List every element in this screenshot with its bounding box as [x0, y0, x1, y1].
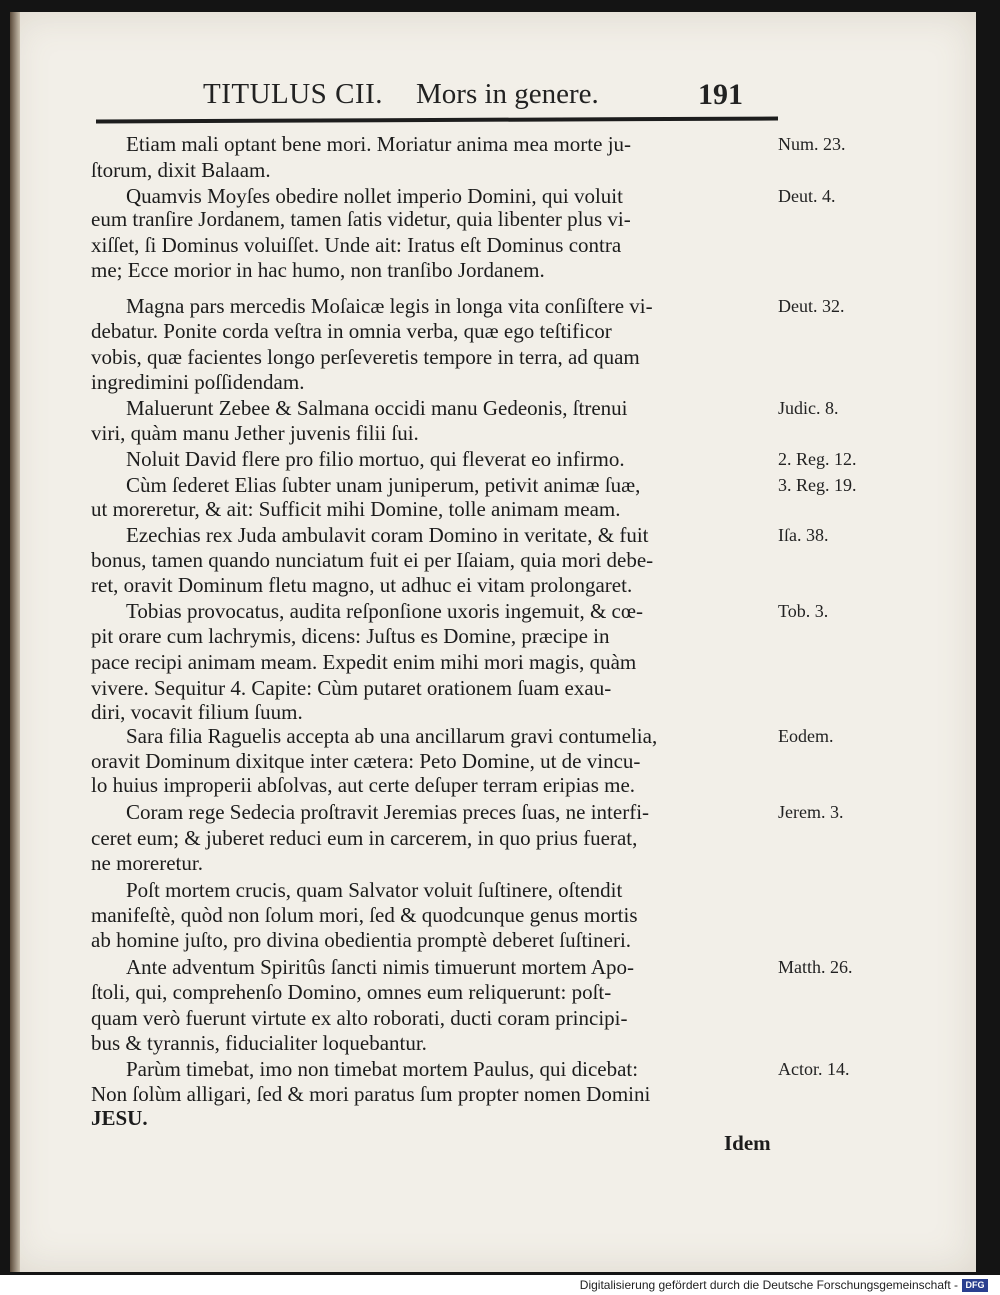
text-line	[10, 473, 976, 498]
text-line	[10, 1006, 976, 1031]
text-line	[10, 1057, 976, 1082]
text-line-content: Cùm ſederet Elias ſubter unam juniperum, petivit animæ ſuæ,	[126, 473, 641, 497]
text-line	[10, 319, 976, 344]
text-line-content: pit orare cum lachrymis, dicens: Juſtus es Domine, præcipe in	[91, 624, 610, 648]
text-line	[10, 878, 976, 903]
text-line-content: lo huius improperii abſolvas, aut certe deſuper terram eripias me.	[91, 773, 636, 797]
text-line	[10, 1082, 976, 1107]
text-line	[10, 548, 976, 573]
text-line	[10, 928, 976, 953]
text-line	[10, 132, 976, 157]
text-line-content: Magna pars mercedis Moſaicæ legis in longa vita conſiſtere vi-	[126, 294, 653, 318]
text-line-content: Non ſolùm alligari, ſed & mori paratus ſum propter nomen Domini	[91, 1082, 651, 1106]
text-line-content: ret, oravit Dominum fletu magno, ut adhuc ei vitam prolongaret.	[91, 573, 633, 597]
text-line	[10, 294, 976, 319]
text-line-content: pace recipi animam meam. Expedit enim mihi mori magis, quàm	[91, 650, 637, 674]
marginal-reference: 3. Reg. 19.	[778, 475, 857, 495]
marginal-reference: Eodem.	[778, 726, 834, 746]
text-line	[10, 650, 976, 675]
text-line-content: Maluerunt Zebee & Salmana occidi manu Gedeonis, ſtrenui	[126, 396, 628, 420]
book-page	[10, 12, 976, 1272]
text-line	[10, 421, 976, 446]
text-line-content: Ante adventum Spiritûs ſancti nimis timuerunt mortem Apo-	[126, 955, 635, 979]
text-line-content: viri, quàm manu Jether juvenis filii ſui.	[91, 421, 419, 445]
text-line-content: debatur. Ponite corda veſtra in omnia verba, quæ ego teſtificor	[91, 319, 612, 343]
text-line-content: ab homine juſto, pro divina obedientia promptè deberet ſuſtineri.	[91, 928, 632, 952]
text-line-content: Parùm timebat, imo non timebat mortem Paulus, qui dicebat:	[126, 1057, 639, 1081]
text-line-content: ut moreretur, & ait: Sufficit mihi Domine, tolle animam meam.	[91, 497, 621, 521]
marginal-reference: Tob. 3.	[778, 601, 829, 621]
dfg-logo: DFG	[962, 1279, 988, 1292]
marginal-reference: Judic. 8.	[778, 398, 839, 418]
header-subtitle: Mors in genere.	[416, 78, 599, 110]
footer-credit-text: Digitalisierung gefördert durch die Deutsche Forschungsgemeinschaft -	[579, 1278, 958, 1292]
text-line	[10, 773, 976, 798]
text-line	[10, 158, 976, 183]
digitization-footer	[0, 1276, 1000, 1295]
marginal-reference: Deut. 32.	[778, 296, 845, 316]
text-line	[10, 233, 976, 258]
text-line-content: vobis, quæ facientes longo perſeveretis tempore in terra, ad quam	[91, 345, 640, 369]
text-line	[10, 207, 976, 232]
text-line-content: bus & tyrannis, fiducialiter loquebantur.	[91, 1031, 427, 1055]
text-line	[10, 903, 976, 928]
marginal-reference: Matth. 26.	[778, 957, 853, 977]
header-title: TITULUS CII.	[203, 78, 383, 110]
text-line	[10, 624, 976, 649]
text-line-content: Noluit David flere pro filio mortuo, qui fleverat eo infirmo.	[126, 447, 625, 471]
text-line-content: Poſt mortem crucis, quam Salvator voluit ſuſtinere, oſtendit	[126, 878, 623, 902]
text-line-content: manifeſtè, quòd non ſolum mori, ſed & quodcunque genus mortis	[91, 903, 638, 927]
text-line	[10, 980, 976, 1005]
text-line-content: diri, vocavit filium ſuum.	[91, 700, 303, 724]
text-line-content: Ezechias rex Juda ambulavit coram Domino in veritate, & fuit	[126, 523, 649, 547]
text-line-content: Etiam mali optant bene mori. Moriatur anima mea morte ju-	[126, 132, 632, 156]
text-line-content: Quamvis Moyſes obedire nollet imperio Domini, qui voluit	[126, 184, 623, 208]
text-line-content: vivere. Sequitur 4. Capite: Cùm putaret orationem ſuam exau-	[91, 676, 612, 700]
text-line	[10, 1106, 976, 1131]
text-line	[10, 447, 976, 472]
marginal-reference: Jerem. 3.	[778, 802, 844, 822]
text-line	[10, 749, 976, 774]
text-line	[10, 396, 976, 421]
text-line	[10, 258, 976, 283]
text-line	[10, 800, 976, 825]
text-line-content: Tobias provocatus, audita reſponſione uxoris ingemuit, & cœ-	[126, 599, 644, 623]
running-header	[10, 78, 976, 118]
marginal-reference: 2. Reg. 12.	[778, 449, 857, 469]
marginal-reference: Num. 23.	[778, 134, 846, 154]
text-line-content: ceret eum; & juberet reduci eum in carcerem, in quo prius fuerat,	[91, 826, 638, 850]
text-line-content: bonus, tamen quando nunciatum fuit ei per Iſaiam, quia mori debe-	[91, 548, 654, 572]
text-line	[10, 573, 976, 598]
text-line-content: ingredimini poſſidendam.	[91, 370, 305, 394]
text-line	[10, 370, 976, 395]
catchword: Idem	[724, 1131, 771, 1155]
text-line-content: eum tranſire Jordanem, tamen ſatis videtur, quia libenter plus vi-	[91, 207, 631, 231]
text-line-content: oravit Dominum dixitque inter cætera: Peto Domine, ut de vincu-	[91, 749, 641, 773]
text-line	[10, 851, 976, 876]
text-line-content: ne moreretur.	[91, 851, 203, 875]
text-line	[10, 955, 976, 980]
text-line	[10, 184, 976, 209]
text-line	[10, 599, 976, 624]
text-line	[10, 345, 976, 370]
text-line	[10, 523, 976, 548]
page-number: 191	[698, 78, 743, 111]
text-line	[10, 1031, 976, 1056]
marginal-reference: Actor. 14.	[778, 1059, 850, 1079]
marginal-reference: Iſa. 38.	[778, 525, 829, 545]
text-line-content: ſtoli, qui, comprehenſo Domino, omnes eum reliquerunt: poſt-	[91, 980, 612, 1004]
marginal-reference: Deut. 4.	[778, 186, 836, 206]
text-line-content: quam verò fuerunt virtute ex alto roborati, ducti coram principi-	[91, 1006, 628, 1030]
text-line	[10, 700, 976, 725]
text-line-content: ſtorum, dixit Balaam.	[91, 158, 271, 182]
text-line-content: Sara filia Raguelis accepta ab una ancillarum gravi contumelia,	[126, 724, 658, 748]
text-line	[10, 497, 976, 522]
text-line	[10, 676, 976, 701]
text-line-content: Coram rege Sedecia proſtravit Jeremias preces ſuas, ne interfi-	[126, 800, 650, 824]
text-line	[10, 724, 976, 749]
text-line	[10, 826, 976, 851]
text-line-content: JESU.	[91, 1106, 148, 1130]
text-line-content: xiſſet, ſi Dominus voluiſſet. Unde ait: Iratus eſt Dominus contra	[91, 233, 622, 257]
text-line-content: me; Ecce morior in hac humo, non tranſibo Jordanem.	[91, 258, 545, 282]
